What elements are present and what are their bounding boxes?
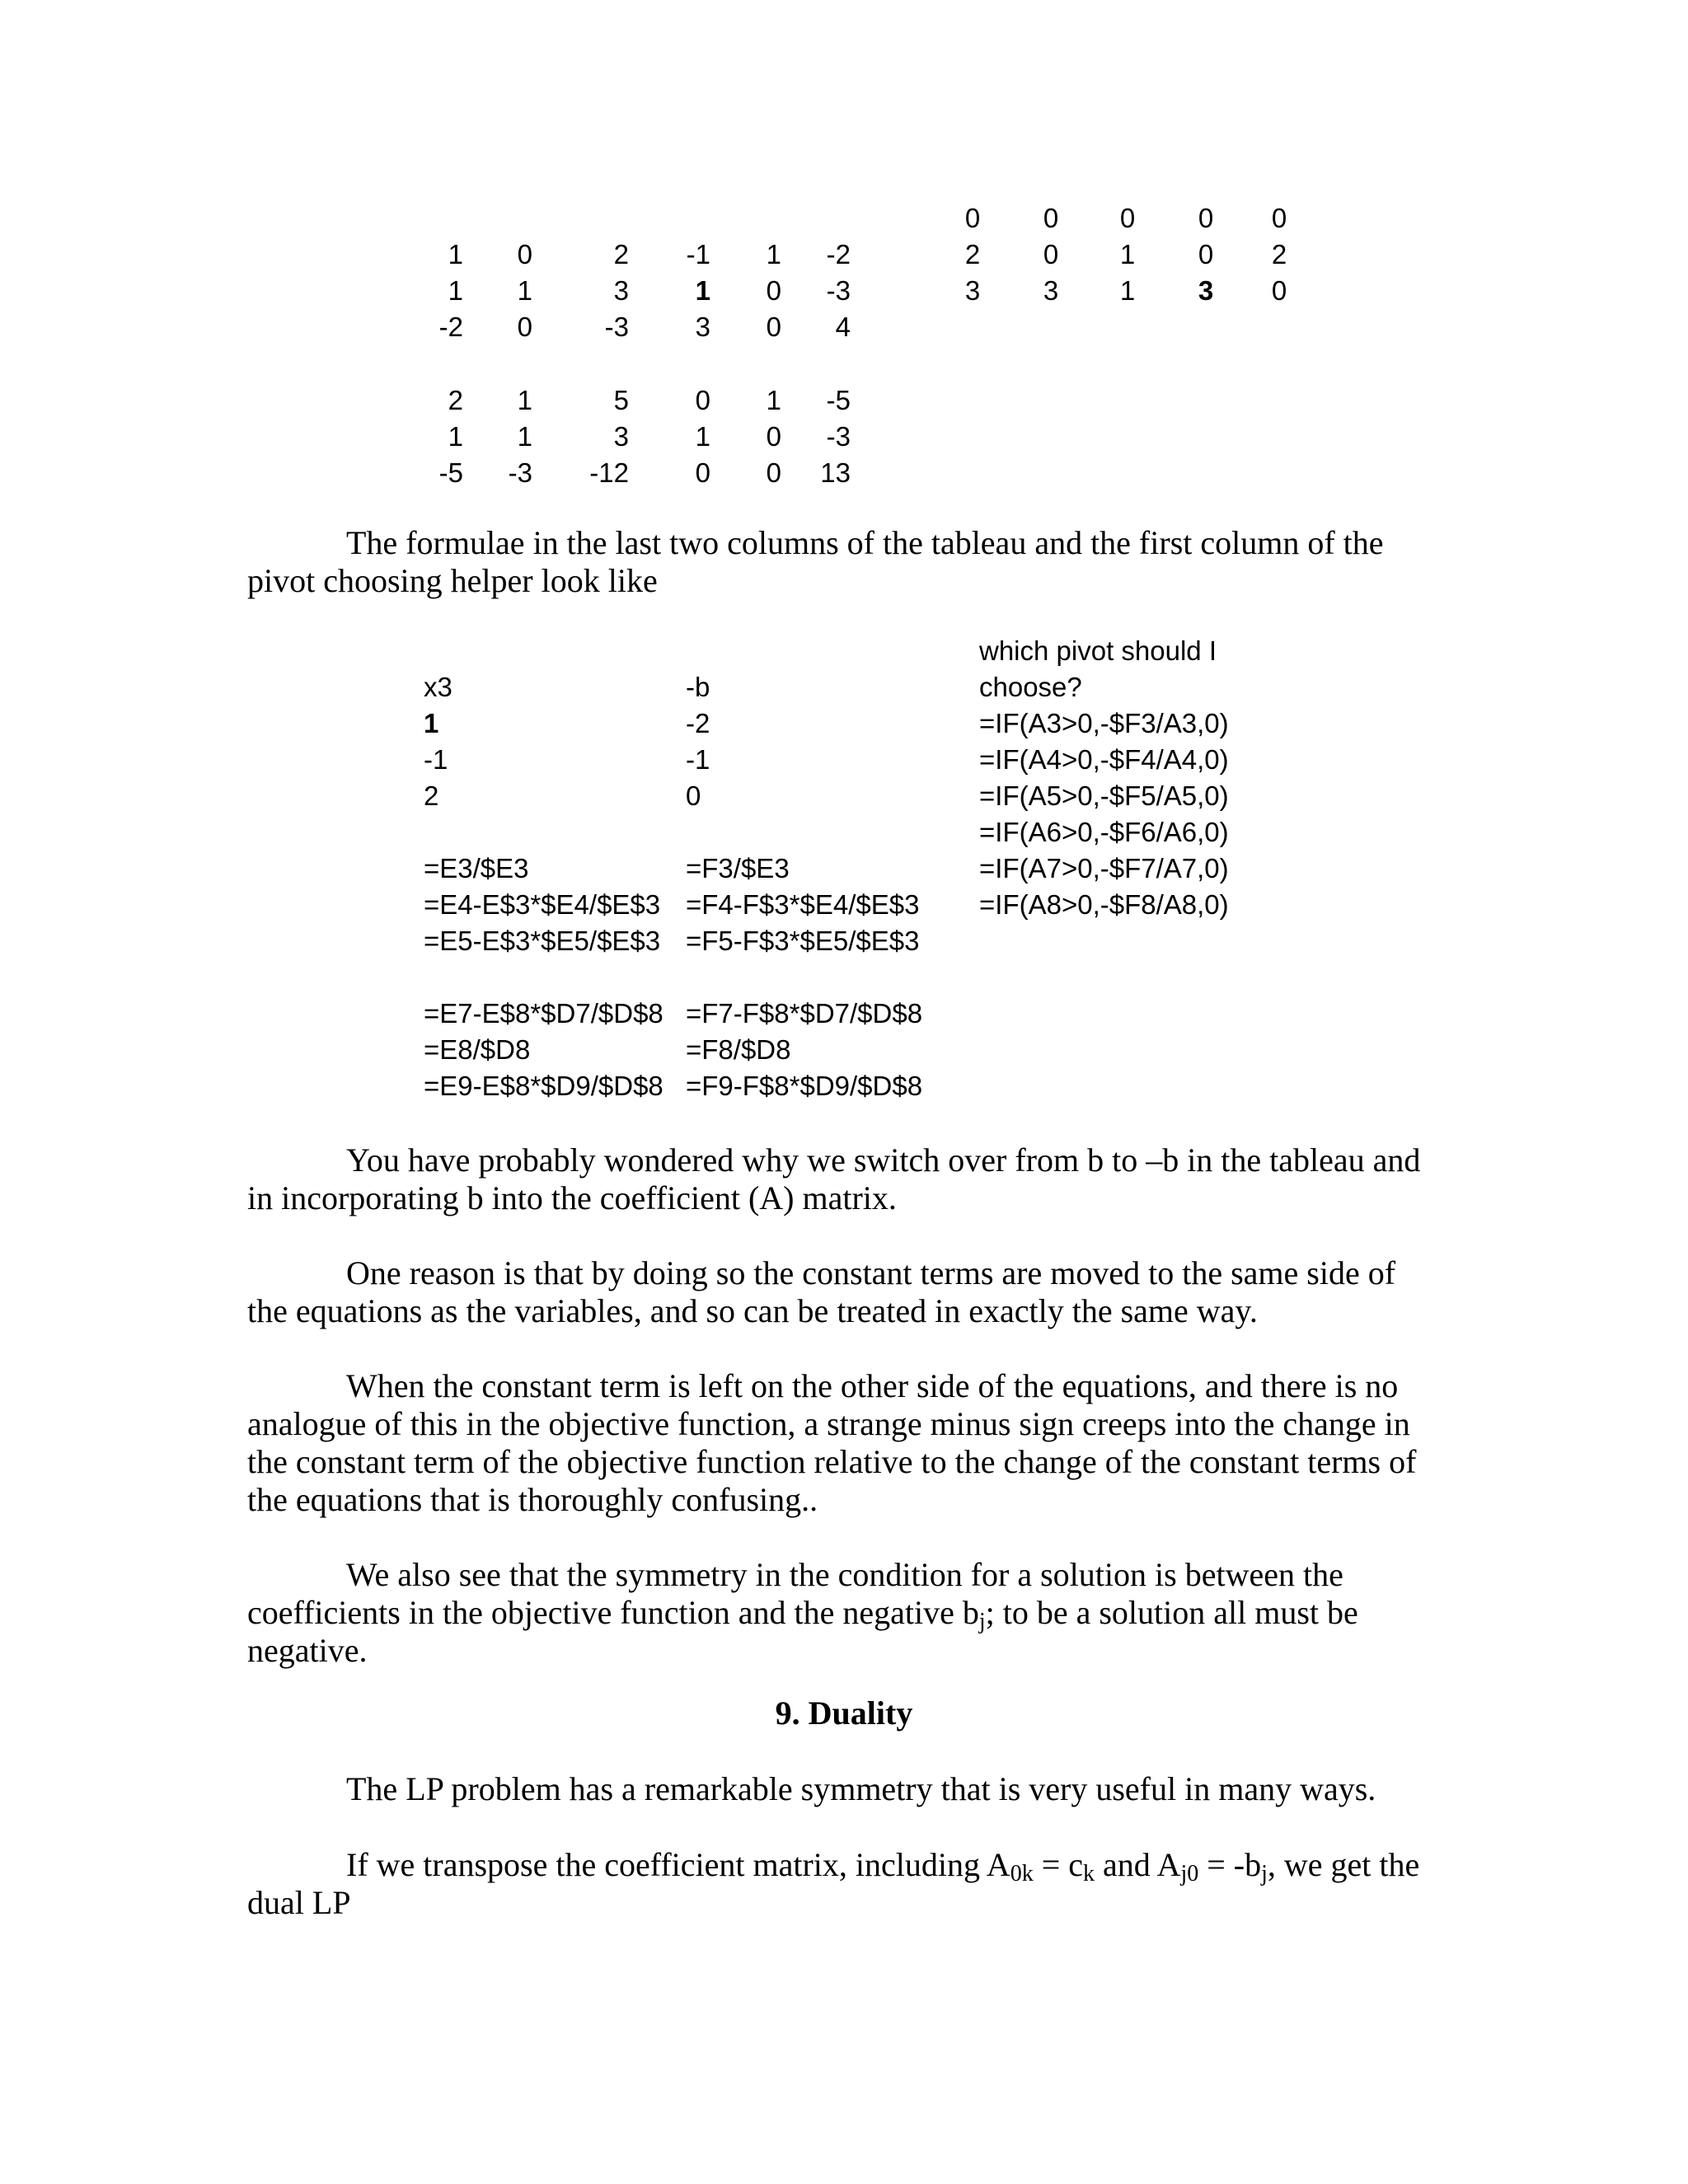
formula-cell-pivot: choose? (979, 672, 1082, 702)
formula-cell-x3: =E4-E$3*$E4/$E$3 (424, 889, 661, 920)
formula-cell-b: =F8/$D8 (686, 1034, 791, 1065)
tableau-cell: 0 (766, 312, 781, 342)
tableau-cell: 4 (835, 312, 851, 342)
tableau-cell: 1 (448, 239, 463, 269)
tableau-cell: -3 (604, 312, 629, 342)
tableau-cell: 1 (695, 275, 710, 306)
paragraph-symmetry: We also see that the symmetry in the condition for a solution is between the coefficients in the objective function and the negative $b_j$; to be a solution all must be negative. (247, 1556, 1358, 1669)
tableau-cell: 1 (517, 421, 532, 452)
tableau-cell: 1 (766, 239, 781, 269)
tableau-cell: -2 (826, 239, 851, 269)
formula-cell-b: =F5-F$3*$E5/$E$3 (686, 926, 920, 956)
formula-cell-b: -b (686, 672, 710, 702)
formula-cell-x3: =E3/$E3 (424, 853, 529, 883)
tableau-cell: 1 (695, 421, 710, 452)
paragraph-switch-b: You have probably wondered why we switch over from b to –b in the tableau and in incorporating b into the coefficient (A) matrix. (247, 1141, 1421, 1216)
tableau-cell: 5 (613, 385, 629, 415)
paragraph-lp-symmetry: The LP problem has a remarkable symmetry that is very useful in many ways. (346, 1770, 1376, 1807)
paragraph-formulae-intro: The formulae in the last two columns of the tableau and the first column of the pivot choosing helper look like (247, 524, 1384, 599)
formula-cell-b: =F9-F$8*$D9/$D$8 (686, 1071, 923, 1101)
tableau-cell: 1 (448, 421, 463, 452)
tableau-cell: 2 (613, 239, 629, 269)
pivot-helper-cell: 1 (1119, 275, 1136, 306)
tableau-cell: -2 (438, 312, 463, 342)
tableau-cell: 0 (517, 312, 532, 342)
tableau-cell: 1 (766, 385, 781, 415)
tableau-cell: 2 (448, 385, 463, 415)
tableau-cell: 0 (695, 385, 710, 415)
tableau-cell: -3 (826, 275, 851, 306)
formula-cell-pivot: =IF(A4>0,-$F4/A4,0) (979, 744, 1229, 775)
formula-cell-b: =F4-F$3*$E4/$E$3 (686, 889, 920, 920)
formula-cell-b: -2 (686, 708, 710, 738)
pivot-helper-cell: 2 (964, 239, 981, 269)
formula-cell-x3: =E8/$D8 (424, 1034, 531, 1065)
tableau-cell: -1 (686, 239, 710, 269)
formula-cell-x3: -1 (424, 744, 448, 775)
pivot-helper-cell: 0 (1198, 239, 1214, 269)
pivot-helper-cell: 1 (1119, 239, 1136, 269)
formula-cell-pivot: =IF(A8>0,-$F8/A8,0) (979, 889, 1229, 920)
formula-cell-b: -1 (686, 744, 710, 775)
tableau-cell: 3 (613, 421, 629, 452)
tableau-cell: 0 (517, 239, 532, 269)
pivot-helper-cell: 3 (964, 275, 981, 306)
pivot-helper-cell: 0 (964, 203, 981, 233)
formula-cell-pivot: which pivot should I (979, 635, 1217, 666)
tableau-cell: 1 (448, 275, 463, 306)
tableau-cell: -12 (589, 457, 629, 488)
formula-cell-pivot: =IF(A5>0,-$F5/A5,0) (979, 780, 1229, 811)
formula-cell-b: =F7-F$8*$D7/$D$8 (686, 998, 923, 1029)
paragraph-constant-term: When the constant term is left on the other side of the equations, and there is no analogue of this in the objective function, a strange minus sign creeps into the change in the constant term of the objective function relative to the change of the constant terms of the equations that is thoroughly confusing.. (247, 1367, 1417, 1518)
pivot-helper-cell: 2 (1271, 239, 1287, 269)
tableau-cell: -5 (438, 457, 463, 488)
pivot-helper-cell: 0 (1043, 203, 1059, 233)
pivot-helper-cell: 3 (1043, 275, 1059, 306)
pivot-helper-cell: 0 (1271, 275, 1287, 306)
tableau-cell: 1 (517, 385, 532, 415)
formula-cell-x3: 1 (424, 708, 439, 738)
formula-cell-x3: 2 (424, 780, 439, 811)
formula-cell-x3: =E7-E$8*$D7/$D$8 (424, 998, 663, 1029)
tableau-cell: 0 (766, 457, 781, 488)
paragraph-one-reason: One reason is that by doing so the constant terms are moved to the same side of the equations as the variables, and so can be treated in exactly the same way. (247, 1254, 1396, 1329)
formula-cell-pivot: =IF(A7>0,-$F7/A7,0) (979, 853, 1229, 883)
tableau-cell: 3 (695, 312, 710, 342)
formula-cell-b: =F3/$E3 (686, 853, 790, 883)
tableau-cell: -3 (826, 421, 851, 452)
pivot-helper-cell: 0 (1043, 239, 1059, 269)
formula-cell-pivot: =IF(A6>0,-$F6/A6,0) (979, 817, 1229, 847)
pivot-helper-cell: 0 (1271, 203, 1287, 233)
formula-cell-x3: =E5-E$3*$E5/$E$3 (424, 926, 661, 956)
tableau-cell: -5 (826, 385, 851, 415)
formula-cell-x3: =E9-E$8*$D9/$D$8 (424, 1071, 663, 1101)
tableau-cell: -3 (508, 457, 532, 488)
formula-cell-b: 0 (686, 780, 701, 811)
paragraph-transpose: If we transpose the coefficient matrix, including $A_{0k} = c_k$ and $A_{j0} = -b_j$, we get the dual LP (247, 1846, 1420, 1921)
tableau-cell: 0 (766, 275, 781, 306)
tableau-cell: 13 (820, 457, 851, 488)
tableau-cell: 1 (517, 275, 532, 306)
pivot-helper-cell: 0 (1119, 203, 1136, 233)
pivot-helper-cell: 3 (1198, 275, 1214, 306)
formula-cell-pivot: =IF(A3>0,-$F3/A3,0) (979, 708, 1229, 738)
pivot-helper-cell: 0 (1198, 203, 1214, 233)
formula-cell-x3: x3 (424, 672, 452, 702)
tableau-cell: 0 (766, 421, 781, 452)
tableau-cell: 0 (695, 457, 710, 488)
tableau-cell: 3 (613, 275, 629, 306)
section-heading: 9. Duality (775, 1694, 913, 1732)
